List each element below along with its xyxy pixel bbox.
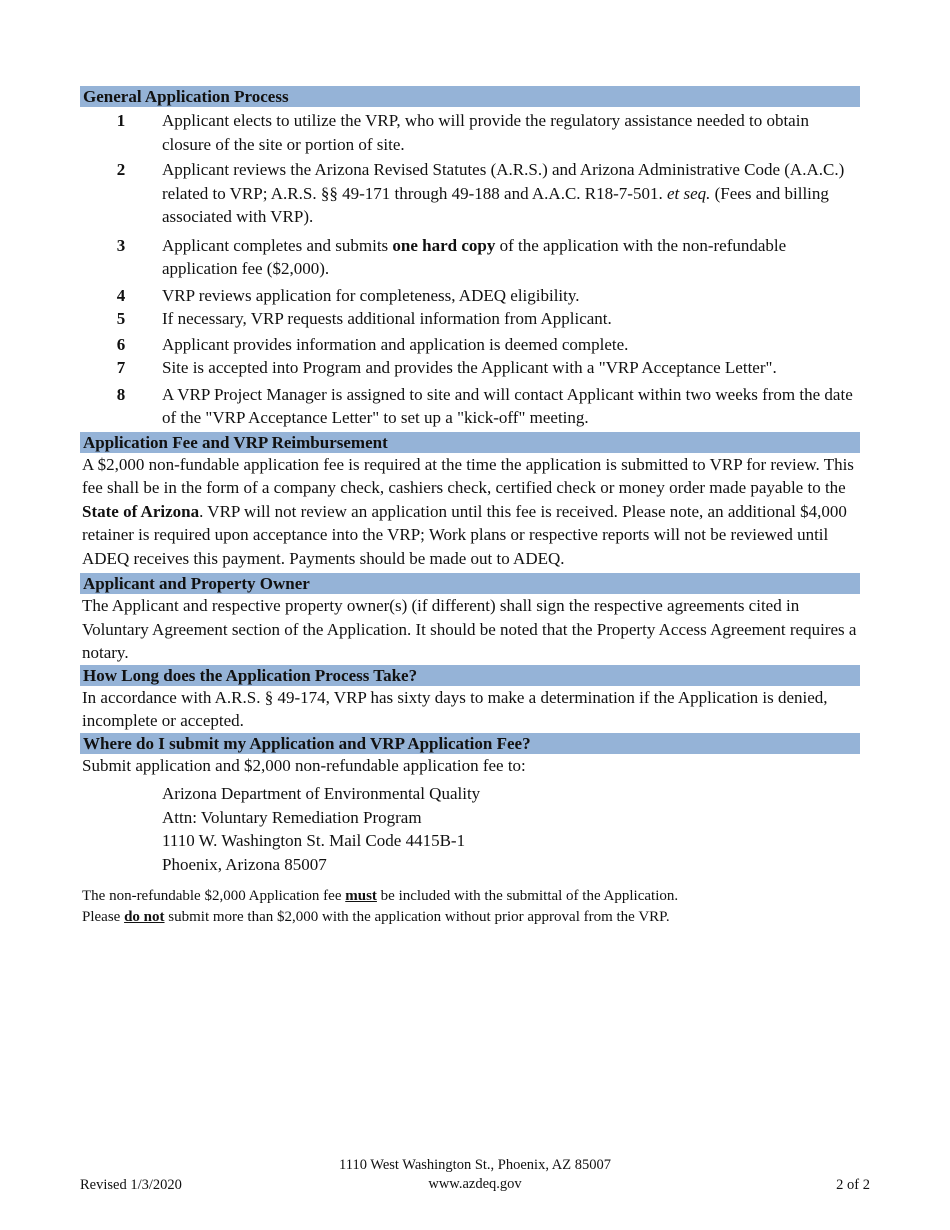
step-text-part: Applicant reviews the Arizona Revised Statutes (A.R.S.) and Arizona Administrative Code (A.A.C.) related to VRP; A.R.S. §§ 49-171 through 49-188 and A.A.C. R18-7-501.: [162, 160, 845, 203]
fee-paragraph: [80, 453, 860, 571]
owner-paragraph: The Applicant and respective property owner(s) (if different) shall sign the respective agreements cited in Voluntary Agreement section of the Application. It should be noted that the Property Access Agreement requires a notary.: [82, 596, 857, 662]
step-5: [80, 307, 860, 331]
section-heading-fee: Application Fee and VRP Reimbursement: [80, 432, 860, 453]
fee-note-line-2: [82, 907, 860, 928]
footer-website: www.azdeq.gov: [428, 1176, 522, 1192]
step-text-part: of the application with the non-refundable application fee ($2,000).: [162, 235, 787, 278]
step-text: [162, 158, 860, 229]
footer-address: 1110 West Washington St., Phoenix, AZ 85007: [339, 1157, 611, 1173]
address-line: Attn: Voluntary Remediation Program: [162, 807, 422, 827]
section-heading-owner: Applicant and Property Owner: [80, 573, 860, 594]
document-body: [80, 86, 860, 928]
section-heading-duration: How Long does the Application Process Take?: [80, 665, 860, 686]
step-number: 1: [116, 111, 126, 130]
step-4: [80, 284, 860, 308]
step-text: If necessary, VRP requests additional information from Applicant.: [162, 309, 612, 328]
note-text: Please: [82, 909, 125, 925]
footer-contact: [80, 1156, 870, 1194]
step-number: 2: [116, 160, 126, 179]
step-number: 3: [116, 235, 126, 255]
step-text: Applicant elects to utilize the VRP, who will provide the regulatory assistance needed to obtain closure of the site or portion of site.: [162, 111, 809, 154]
note-text: The non-refundable $2,000 Application fee: [82, 888, 346, 904]
step-3: [80, 234, 860, 281]
step-1: [80, 109, 860, 156]
address-line: 1110 W. Washington St. Mail Code 4415B-1: [162, 831, 466, 850]
step-number: 7: [116, 358, 126, 377]
step-text-part: Applicant completes and submits: [162, 235, 393, 255]
section-heading-general: General Application Process: [80, 86, 860, 107]
address-line: Arizona Department of Environmental Quality: [162, 784, 481, 803]
section-heading-submit: Where do I submit my Application and VRP Application Fee?: [80, 733, 860, 754]
page-footer: [80, 1156, 870, 1200]
step-text: VRP reviews application for completeness, ADEQ eligibility.: [162, 285, 580, 305]
step-text: Site is accepted into Program and provides the Applicant with a "VRP Acceptance Letter".: [162, 358, 777, 377]
step-text-bold: one hard copy: [392, 235, 496, 255]
step-number: 4: [116, 285, 126, 305]
step-7: [80, 356, 860, 380]
fee-note-line-1: [82, 886, 860, 907]
note-emphasis: must: [345, 888, 377, 904]
address-line: Phoenix, Arizona 85007: [162, 854, 327, 874]
step-text: A VRP Project Manager is assigned to site and will contact Applicant within two weeks from the date of the "VRP Acceptance Letter" to set up a "kick-off" meeting.: [162, 384, 853, 427]
fee-text-part: . VRP will not review an application until this fee is received. Please note, an additional $4,000 retainer is required upon acceptance into the VRP; Work plans or respective reports will not be reviewed until ADEQ receives this payment. Payments should be made out to ADEQ.: [82, 501, 847, 568]
step-6: [80, 333, 860, 357]
fee-text-bold: State of Arizona: [82, 501, 200, 521]
step-text: [162, 234, 860, 281]
note-text: be included with the submittal of the Application.: [376, 888, 679, 904]
note-emphasis: do not: [124, 909, 165, 925]
step-text-italic: et seq.: [666, 183, 711, 203]
note-text: submit more than $2,000 with the application without prior approval from the VRP.: [164, 909, 670, 925]
duration-paragraph: In accordance with A.R.S. § 49-174, VRP has sixty days to make a determination if the Application is denied, incomplete or accepted.: [82, 687, 828, 730]
step-number: 6: [116, 334, 126, 354]
revised-date: Revised 1/3/2020: [80, 1177, 182, 1193]
fee-note: [80, 886, 860, 928]
step-text-part: (Fees and billing associated with VRP).: [162, 183, 829, 226]
step-8: [80, 383, 860, 430]
step-text: Applicant provides information and application is deemed complete.: [162, 334, 629, 354]
step-number: 8: [116, 384, 126, 404]
page-number: 2 of 2: [836, 1177, 870, 1193]
mailing-address: [80, 782, 860, 876]
step-number: 5: [116, 309, 126, 328]
submit-intro: Submit application and $2,000 non-refundable application fee to:: [82, 755, 526, 775]
fee-text-part: A $2,000 non-fundable application fee is required at the time the application is submitted to VRP for review. This fee shall be in the form of a company check, cashiers check, certified check or money order made payable to the: [82, 454, 854, 497]
step-2: [80, 158, 860, 229]
